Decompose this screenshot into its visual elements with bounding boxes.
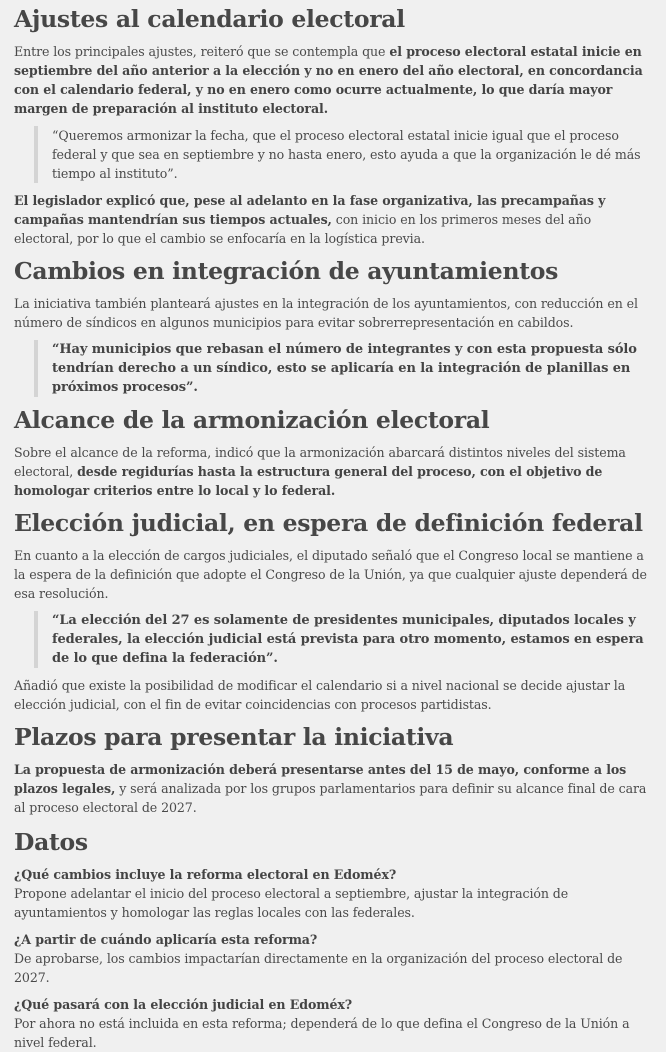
quote: “La elección del 27 es solamente de presidentes municipales, diputados locales y federales, la elección judicial está prevista para otro momento, estamos en espera de lo que defina la federación”. [34, 611, 654, 668]
section-heading: Elección judicial, en espera de definición federal [14, 509, 643, 537]
section-heading: Datos [14, 828, 88, 856]
bold-run: La propuesta de armonización deberá presentarse antes del 15 de mayo, conforme a los plazos legales, [14, 762, 627, 796]
text-run: Sobre el alcance de la reforma, indicó que la armonización abarcará distintos niveles del sistema electoral, [14, 445, 626, 479]
quote: “Hay municipios que rebasan el número de integrantes y con esta propuesta sólo tendrían derecho a un síndico, esto se aplicaría en la integración de planillas en próximos procesos”. [34, 340, 654, 397]
faq-question: ¿A partir de cuándo aplicaría esta reforma? [14, 932, 318, 947]
bold-run: el proceso electoral estatal inicie en septiembre del año anterior a la elección y no en enero del año electoral, en concordancia con el calendario federal, y no en enero como ocurre actualmente, lo que daría mayor margen de preparación al instituto electoral. [14, 44, 643, 116]
paragraph: La iniciativa también planteará ajustes en la integración de los ayuntamientos, con reducción en el número de síndicos en algunos municipios para evitar sobrerrepresentación en cabildos. [14, 296, 638, 330]
section-heading: Alcance de la armonización electoral [14, 406, 490, 434]
section-plazos [14, 722, 654, 817]
article-body [0, 4, 666, 1052]
quote: “Queremos armonizar la fecha, que el proceso electoral estatal inicie igual que el proceso federal y que sea en septiembre y no hasta enero, esto ayuda a que la organización le dé más tiempo al instituto”. [34, 126, 654, 183]
section-heading: Ajustes al calendario electoral [14, 5, 405, 33]
paragraph [14, 443, 654, 500]
paragraph: Añadió que existe la posibilidad de modificar el calendario si a nivel nacional se decide ajustar la elección judicial, con el fin de evitar coincidencias con procesos partidistas. [14, 678, 626, 712]
paragraph [14, 42, 654, 118]
faq-question: ¿Qué cambios incluye la reforma electoral en Edoméx? [14, 867, 397, 882]
text-run: Entre los principales ajustes, reiteró que se contempla que [14, 44, 390, 59]
faq-item [14, 865, 654, 922]
section-eleccion-judicial [14, 508, 654, 714]
faq-answer: Por ahora no está incluida en esta reforma; dependerá de lo que defina el Congreso de la Unión a nivel federal. [14, 1016, 630, 1050]
section-calendario [14, 4, 654, 248]
faq-answer: Propone adelantar el inicio del proceso electoral a septiembre, ajustar la integración de ayuntamientos y homologar las reglas locales con las federales. [14, 886, 569, 920]
bold-run: desde regidurías hasta la estructura general del proceso, con el objetivo de homologar criterios entre lo local y lo federal. [14, 464, 603, 498]
text-run: con inicio en los primeros meses del año electoral, por lo que el cambio se enfocaría en la logística previa. [14, 212, 592, 246]
faq-question: ¿Qué pasará con la elección judicial en Edoméx? [14, 997, 353, 1012]
text-run: y será analizada por los grupos parlamentarios para definir su alcance final de cara al proceso electoral de 2027. [14, 781, 647, 815]
paragraph: En cuanto a la elección de cargos judiciales, el diputado señaló que el Congreso local se mantiene a la espera de la definición que adopte el Congreso de la Unión, ya que cualquier ajuste dependerá de esa resolución. [14, 548, 647, 601]
section-datos [14, 827, 654, 1052]
paragraph [14, 760, 654, 817]
section-ayuntamientos [14, 256, 654, 397]
faq-item [14, 930, 654, 987]
section-alcance [14, 405, 654, 500]
section-heading: Cambios en integración de ayuntamientos [14, 257, 559, 285]
section-heading: Plazos para presentar la iniciativa [14, 723, 454, 751]
paragraph [14, 191, 654, 248]
bold-run: El legislador explicó que, pese al adelanto en la fase organizativa, las precampañas y campañas mantendrían sus tiempos actuales, [14, 193, 606, 227]
faq-answer: De aprobarse, los cambios impactarían directamente en la organización del proceso electoral de 2027. [14, 951, 623, 985]
